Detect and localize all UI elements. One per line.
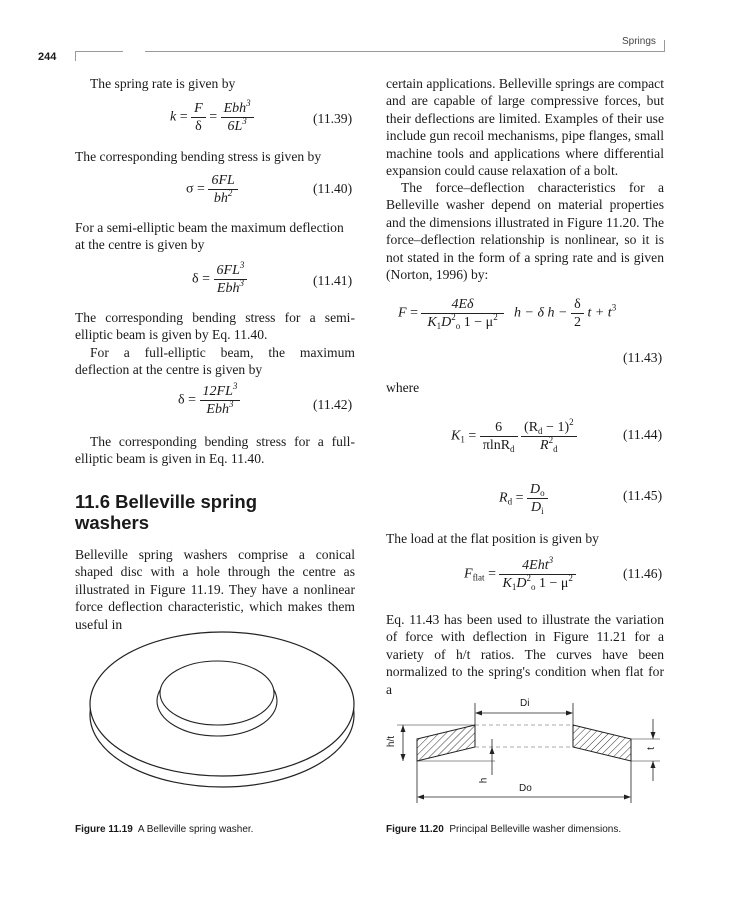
eq44-frac1: $\frac{6}{\pi\ln R_d}$ (480, 419, 518, 454)
right-paragraph-4: Eq. 11.43 has been used to illustrate the variation of force with deflection in Figure 11.21 for a variety of h/t ratios. The curves have been normalized to the spring's condition when flat for a (386, 612, 664, 697)
header-rule-left (75, 51, 123, 52)
eq44-lhs: K (451, 428, 461, 444)
eq46-frac: $\frac{4Eht^3}{K_1D^2_o 1 - \mu^2}$ (499, 557, 575, 592)
figure-11-19-washer (85, 625, 360, 795)
eq39-frac2: $\frac{Ebh^3}{6L^3}$ (221, 100, 254, 135)
section-heading: 11.6 Belleville spring washers (75, 491, 258, 533)
page-number: 244 (38, 51, 57, 63)
right-paragraph-2: The force–deflection characteristics for a Belleville washer depend on material properties and the dimensions illustrated in Figure 11.20. The force–deflection relationship is nonlinear, so it is not stated in the form of a spring rate and is given (Norton, 1996) by: (386, 180, 664, 283)
equation-11-45: $R_d$ = $\frac{D_o}{D_i}$ (499, 481, 548, 516)
left-paragraph-5: For a full-elliptic beam, the maximum deflection at the centre is given by (75, 345, 355, 378)
left-section (417, 725, 475, 761)
fig20-label-t: t (645, 747, 657, 750)
eq46-number: (11.46) (623, 566, 663, 581)
eq41-number: (11.41) (313, 273, 353, 288)
washer-hole-upper (160, 661, 274, 725)
figure-11-19-caption: Figure 11.19 A Belleville spring washer. (75, 824, 254, 835)
equation-11-46: $F_{flat}$ = $\frac{4Eht^3}{K_1D^2_o 1 - \mu^2}$ (464, 557, 576, 592)
fig20-label-do: Do (519, 783, 532, 794)
left-paragraph-6: The corresponding bending stress for a full-elliptic beam is given in Eq. 11.40. (75, 434, 355, 467)
right-section (573, 725, 631, 761)
eq46-lhs: F (464, 566, 473, 582)
header-rule-left-tick (75, 51, 76, 61)
right-paragraph-1: certain applications. Belleville springs are compact and are capable of large compressive forces, but their deflections are limited. Examples of their use include gun recoil mechanisms, pipe flanges, small machine tools and applications where differential expansion could cause relaxation of a bolt. (386, 76, 664, 179)
left-paragraph-3: For a semi-elliptic beam the maximum deflection at the centre is given by (75, 220, 344, 253)
eq42-number: (11.42) (313, 397, 353, 412)
fig20-label-ht: h/t (386, 735, 398, 748)
eq45-frac: $\frac{D_o}{D_i}$ (527, 481, 548, 516)
header-rule-right (145, 51, 665, 52)
eq43-frac: $\frac{4E\delta}{K_1D^2_o 1 - \mu^2}$ (421, 296, 503, 331)
equation-11-40: σ = $\frac{6FL}{bh^2}$ (186, 172, 238, 207)
right-paragraph-3: The load at the flat position is given by (386, 531, 599, 546)
equation-11-42: δ = $\frac{12FL^3}{Ebh^3}$ (178, 383, 240, 418)
eq43-number: (11.43) (623, 350, 663, 365)
eq43-lhs: F (398, 305, 407, 321)
left-paragraph-4: The corresponding bending stress for a semi-elliptic beam is given by Eq. 11.40. (75, 310, 355, 343)
equation-11-39: k = $\frac{F}{\delta}$ = $\frac{Ebh^3}{6L^3}$ (170, 100, 254, 135)
figure-11-20-caption: Figure 11.20 Principal Belleville washer dimensions. (386, 824, 622, 835)
eq41-frac: $\frac{6FL^3}{Ebh^3}$ (214, 262, 248, 297)
running-head: Springs (622, 36, 656, 47)
eq44-frac2: $\frac{(R_d - 1)^2}{R^2_d}$ (521, 419, 577, 454)
eq41-lhs: δ (192, 271, 199, 287)
eq45-lhs: R (499, 490, 508, 506)
header-rule-right-tick (664, 40, 665, 51)
eq40-lhs: σ (186, 181, 194, 197)
eq39-lhs: k (170, 109, 177, 125)
eq43-half: $\frac{\delta}{2}$ (571, 296, 584, 331)
where-label: where (386, 380, 420, 395)
eq44-number: (11.44) (623, 427, 663, 442)
equation-11-44: $K_1$ = $\frac{6}{\pi\ln R_d}$ $\frac{(R_d - 1)^2}{R^2_d}$ (451, 419, 577, 454)
eq42-frac: $\frac{12FL^3}{Ebh^3}$ (200, 383, 241, 418)
eq39-number: (11.39) (313, 111, 353, 126)
left-paragraph-7: Belleville spring washers comprise a conical shaped disc with a hole through the centre as illustrated in Figure 11.19. They have a nonlinear force deflection characteristic, which makes them useful in (75, 547, 355, 632)
eq42-lhs: δ (178, 392, 185, 408)
equation-11-43: F = $\frac{4E\delta}{K_1D^2_o 1 - \mu^2}$ h − δ h − $\frac{\delta}{2}$ $t + t^3$ (398, 297, 617, 331)
left-paragraph-1: The spring rate is given by (90, 76, 236, 91)
fig20-label-h: h (478, 777, 490, 784)
eq40-frac: $\frac{6FL}{bh^2}$ (208, 172, 237, 207)
left-paragraph-2: The corresponding bending stress is given by (75, 149, 322, 164)
fig20-label-di: Di (520, 698, 530, 709)
equation-11-41: δ = $\frac{6FL^3}{Ebh^3}$ (192, 262, 247, 297)
eq45-number: (11.45) (623, 488, 663, 503)
eq39-frac1: $\frac{F}{\delta}$ (191, 100, 206, 135)
eq40-number: (11.40) (313, 181, 353, 196)
